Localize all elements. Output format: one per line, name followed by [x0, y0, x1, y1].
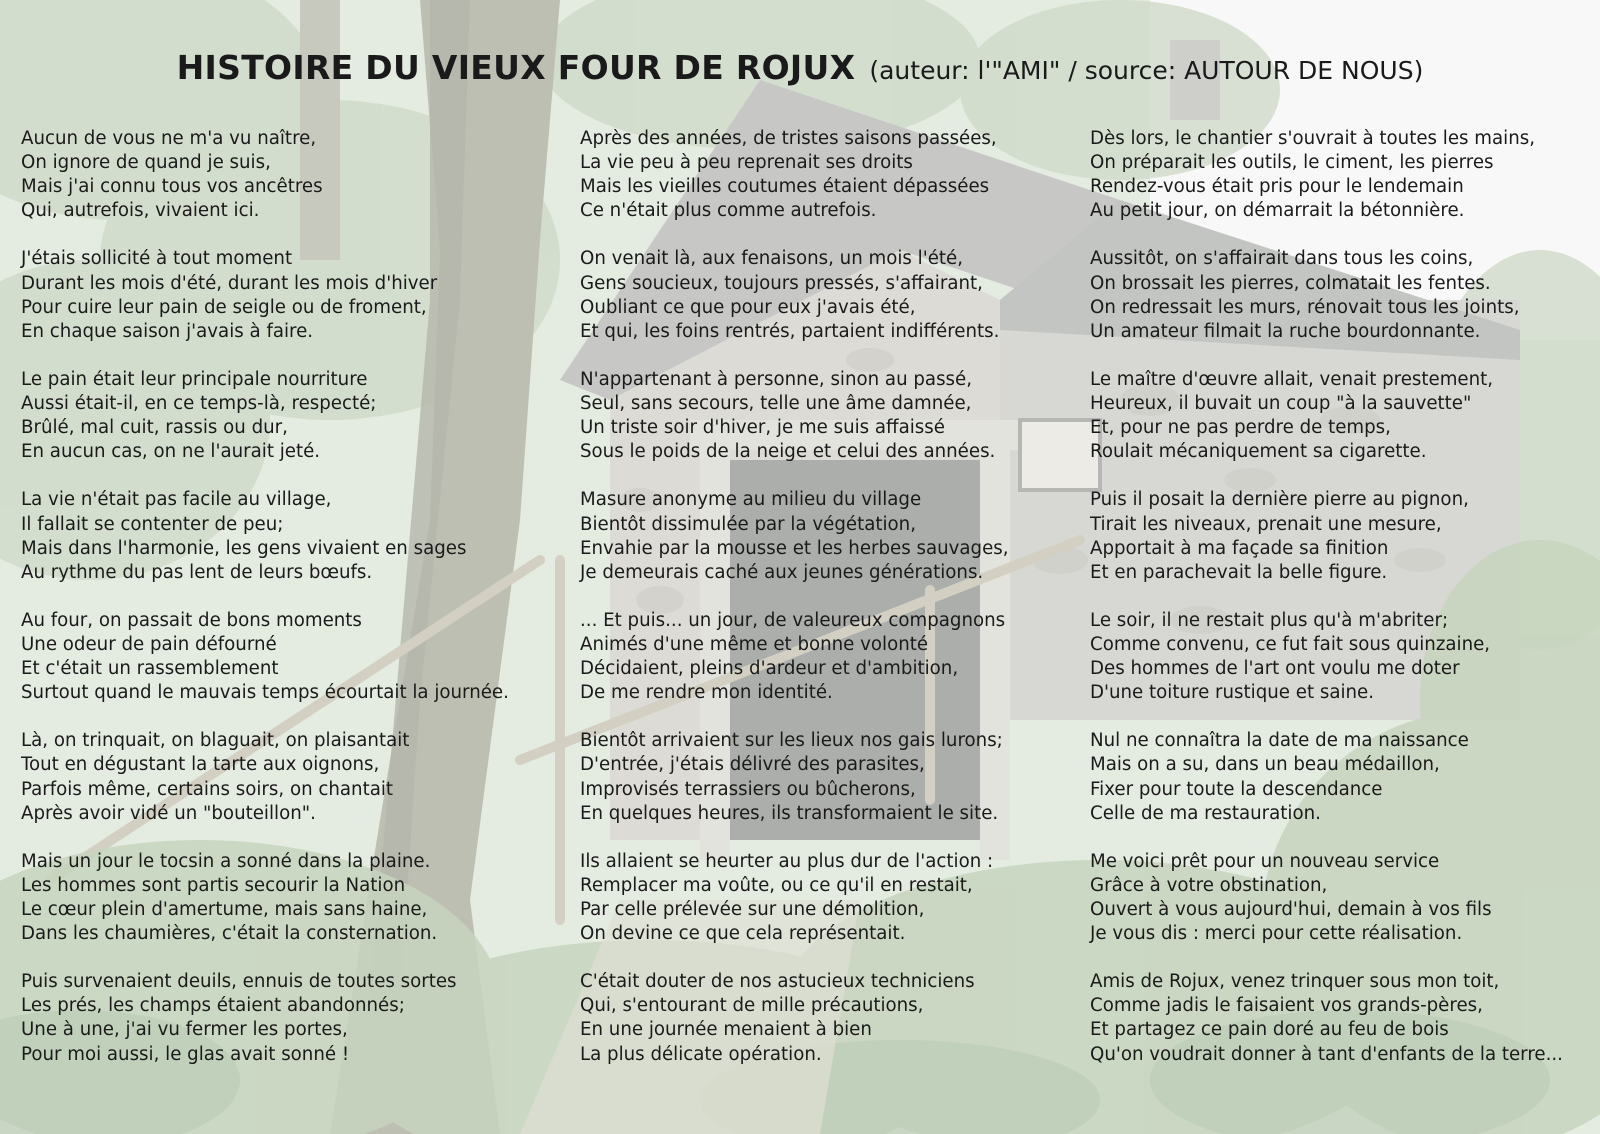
- poem-line: Des hommes de l'art ont voulu me doter: [1090, 658, 1460, 680]
- poem-stanza: [1090, 729, 1563, 825]
- poem-line: Puis survenaient deuils, ennuis de toutes sortes: [21, 971, 457, 993]
- poem-stanza: [21, 970, 509, 1066]
- poem-stanza: [580, 729, 1009, 825]
- poem-line: Surtout quand le mauvais temps écourtait la journée.: [21, 682, 509, 704]
- poem-line: Bientôt dissimulée par la végétation,: [580, 513, 916, 535]
- poem-stanza: [1090, 850, 1563, 946]
- poem-line: Là, on trinquait, on blaguait, on plaisantait: [21, 730, 410, 752]
- poem-column-2: [580, 127, 1009, 1091]
- poem-line: Le pain était leur principale nourriture: [21, 368, 368, 390]
- poem-line: Il fallait se contenter de peu;: [21, 513, 284, 535]
- poem-line: Aussitôt, on s'affairait dans tous les coins,: [1090, 248, 1474, 270]
- poem-line: Ce n'était plus comme autrefois.: [580, 200, 877, 222]
- poem-line: Ils allaient se heurter au plus dur de l'action :: [580, 850, 994, 872]
- poem-line: La vie n'était pas facile au village,: [21, 489, 332, 511]
- poem-line: Apportait à ma façade sa finition: [1090, 537, 1389, 559]
- poem-line: En chaque saison j'avais à faire.: [21, 320, 314, 342]
- poem-line: Les hommes sont partis secourir la Nation: [21, 874, 406, 896]
- poem-line: Animés d'une même et bonne volonté: [580, 633, 929, 655]
- poem-line: N'appartenant à personne, sinon au passé,: [580, 368, 972, 390]
- poem-line: Le maître d'œuvre allait, venait prestement,: [1090, 368, 1494, 390]
- poem-line: Rendez-vous était pris pour le lendemain: [1090, 176, 1464, 198]
- poem-line: ... Et puis... un jour, de valeureux compagnons: [580, 609, 1006, 631]
- poem-line: En quelques heures, ils transformaient le site.: [580, 802, 999, 824]
- poem-line: Un triste soir d'hiver, je me suis affaissé: [580, 417, 945, 439]
- poem-line: Bientôt arrivaient sur les lieux nos gais lurons;: [580, 730, 1003, 752]
- poem-line: Seul, sans secours, telle une âme damnée,: [580, 393, 972, 415]
- poem-line: Comme jadis le faisaient vos grands-pères,: [1090, 995, 1483, 1017]
- poem-column-3: [1090, 127, 1563, 1091]
- poem-stanza: [21, 850, 509, 946]
- poem-line: Et, pour ne pas perdre de temps,: [1090, 417, 1391, 439]
- poem-line: Mais les vieilles coutumes étaient dépassées: [580, 176, 990, 198]
- poem-stanza: [580, 850, 1009, 946]
- poem-line: Roulait mécaniquement sa cigarette.: [1090, 441, 1427, 463]
- poem-line: Par celle prélevée sur une démolition,: [580, 899, 925, 920]
- poem-stanza: [580, 368, 1009, 464]
- poem-line: Qu'on voudrait donner à tant d'enfants de la terre...: [1090, 1043, 1563, 1065]
- poem-line: Je demeurais caché aux jeunes générations.: [580, 561, 984, 583]
- title-attribution: (auteur: l'"AMI" / source: AUTOUR DE NOUS): [869, 56, 1424, 85]
- poem-line: Pour moi aussi, le glas avait sonné !: [21, 1043, 350, 1065]
- poem-line: Après avoir vidé un "bouteillon".: [21, 802, 316, 824]
- poem-line: On venait là, aux fenaisons, un mois l'été,: [580, 248, 964, 270]
- poem-line: Aussi était-il, en ce temps-là, respecté;: [21, 393, 377, 415]
- poem-line: Remplacer ma voûte, ou ce qu'il en restait,: [580, 874, 973, 896]
- poem-line: Et en parachevait la belle figure.: [1090, 561, 1388, 583]
- poem-line: Sous le poids de la neige et celui des années.: [580, 441, 996, 463]
- poem-line: Dans les chaumières, c'était la consternation.: [21, 923, 438, 945]
- poem-line: Mais j'ai connu tous vos ancêtres: [21, 176, 323, 198]
- poem-stanza: [21, 127, 509, 223]
- poem-stanza: [1090, 247, 1563, 343]
- poem-line: Décidaient, pleins d'ardeur et d'ambition,: [580, 658, 959, 680]
- poem-line: Mais on a su, dans un beau médaillon,: [1090, 754, 1440, 776]
- poem-line: Nul ne connaîtra la date de ma naissance: [1090, 730, 1469, 752]
- poem-line: Parfois même, certains soirs, on chantait: [21, 778, 394, 800]
- poem-stanza: [1090, 488, 1563, 584]
- poem-line: Brûlé, mal cuit, rassis ou dur,: [21, 417, 288, 439]
- poem-line: D'une toiture rustique et saine.: [1090, 682, 1375, 704]
- poem-line: C'était douter de nos astucieux techniciens: [580, 971, 975, 993]
- poem-line: Mais un jour le tocsin a sonné dans la plaine.: [21, 850, 431, 872]
- poem-line: De me rendre mon identité.: [580, 682, 833, 704]
- poem-line: Ouvert à vous aujourd'hui, demain à vos fils: [1090, 899, 1492, 920]
- poem-line: On préparait les outils, le ciment, les pierres: [1090, 152, 1494, 174]
- poem-stanza: [1090, 609, 1563, 705]
- poem-line: Tout en dégustant la tarte aux oignons,: [21, 754, 380, 776]
- poem-line: Fixer pour toute la descendance: [1090, 778, 1383, 800]
- poem-line: Tirait les niveaux, prenait une mesure,: [1090, 513, 1442, 535]
- poem-stanza: [21, 729, 509, 825]
- poem-line: Gens soucieux, toujours pressés, s'affairant,: [580, 272, 983, 294]
- poem-line: On devine ce que cela représentait.: [580, 923, 906, 945]
- poem-line: Mais dans l'harmonie, les gens vivaient en sages: [21, 537, 467, 559]
- poem-stanza: [1090, 970, 1563, 1066]
- poem-line: Qui, s'entourant de mille précautions,: [580, 995, 924, 1017]
- poem-line: Une odeur de pain défourné: [21, 633, 277, 655]
- poem-stanza: [580, 970, 1009, 1066]
- poem-line: On redressait les murs, rénovait tous les joints,: [1090, 296, 1520, 318]
- poem-line: Envahie par la mousse et les herbes sauvages,: [580, 537, 1009, 559]
- poem-line: Me voici prêt pour un nouveau service: [1090, 850, 1440, 872]
- poem-line: Dès lors, le chantier s'ouvrait à toutes les mains,: [1090, 128, 1535, 149]
- poem-line: On ignore de quand je suis,: [21, 152, 271, 174]
- poem-line: Amis de Rojux, venez trinquer sous mon toit,: [1090, 971, 1500, 993]
- poem-line: En aucun cas, on ne l'aurait jeté.: [21, 441, 321, 463]
- poem-line: Oubliant ce que pour eux j'avais été,: [580, 296, 916, 318]
- poem-stanza: [21, 368, 509, 464]
- poem-stanza: [1090, 127, 1563, 223]
- poem-line: Durant les mois d'été, durant les mois d'hiver: [21, 272, 438, 294]
- poem-stanza: [580, 247, 1009, 343]
- poem-line: Puis il posait la dernière pierre au pignon,: [1090, 489, 1469, 511]
- poem-column-1: [21, 127, 509, 1091]
- poem-line: Et partagez ce pain doré au feu de bois: [1090, 1019, 1449, 1041]
- poem-line: Improvisés terrassiers ou bûcherons,: [580, 778, 916, 800]
- poem-line: Au four, on passait de bons moments: [21, 609, 362, 631]
- poem-line: La vie peu à peu reprenait ses droits: [580, 152, 913, 174]
- poem-line: Celle de ma restauration.: [1090, 802, 1321, 824]
- poem-line: Un amateur filmait la ruche bourdonnante.: [1090, 320, 1481, 342]
- poem-line: J'étais sollicité à tout moment: [21, 248, 293, 270]
- poem-line: Les prés, les champs étaient abandonnés;: [21, 995, 405, 1017]
- poem-stanza: [580, 127, 1009, 223]
- poem-line: Et c'était un rassemblement: [21, 658, 279, 680]
- poem-line: Pour cuire leur pain de seigle ou de froment,: [21, 296, 427, 318]
- poem-line: Heureux, il buvait un coup "à la sauvette": [1090, 393, 1472, 415]
- poem-stanza: [21, 488, 509, 584]
- poem-line: La plus délicate opération.: [580, 1043, 822, 1065]
- poem-line: Après des années, de tristes saisons passées,: [580, 128, 997, 149]
- poem-stanza: [21, 609, 509, 705]
- poem-line: Au rythme du pas lent de leurs bœufs.: [21, 561, 373, 583]
- poem-line: Une à une, j'ai vu fermer les portes,: [21, 1019, 348, 1041]
- poem-line: Et qui, les foins rentrés, partaient indifférents.: [580, 320, 1000, 342]
- poem-line: Grâce à votre obstination,: [1090, 874, 1328, 896]
- poem-stanza: [1090, 368, 1563, 464]
- poem-line: Aucun de vous ne m'a vu naître,: [21, 128, 317, 149]
- poem-line: On brossait les pierres, colmatait les fentes.: [1090, 272, 1491, 294]
- poem-stanza: [21, 247, 509, 343]
- poem-line: En une journée menaient à bien: [580, 1019, 872, 1041]
- poem-line: D'entrée, j'étais délivré des parasites,: [580, 754, 925, 776]
- poem-line: Qui, autrefois, vivaient ici.: [21, 200, 260, 222]
- title-main: HISTOIRE DU VIEUX FOUR DE ROJUX: [176, 48, 856, 87]
- poem-line: Masure anonyme au milieu du village: [580, 489, 922, 511]
- poem-line: Comme convenu, ce fut fait sous quinzaine,: [1090, 633, 1491, 655]
- poem-line: Le cœur plein d'amertume, mais sans haine,: [21, 899, 428, 920]
- poem-line: Le soir, il ne restait plus qu'à m'abriter;: [1090, 609, 1449, 631]
- poem-line: Au petit jour, on démarrait la bétonnière.: [1090, 200, 1465, 222]
- document-title: [0, 48, 1600, 87]
- poem-stanza: [580, 488, 1009, 584]
- poem-stanza: [580, 609, 1009, 705]
- poem-line: Je vous dis : merci pour cette réalisation.: [1090, 923, 1463, 945]
